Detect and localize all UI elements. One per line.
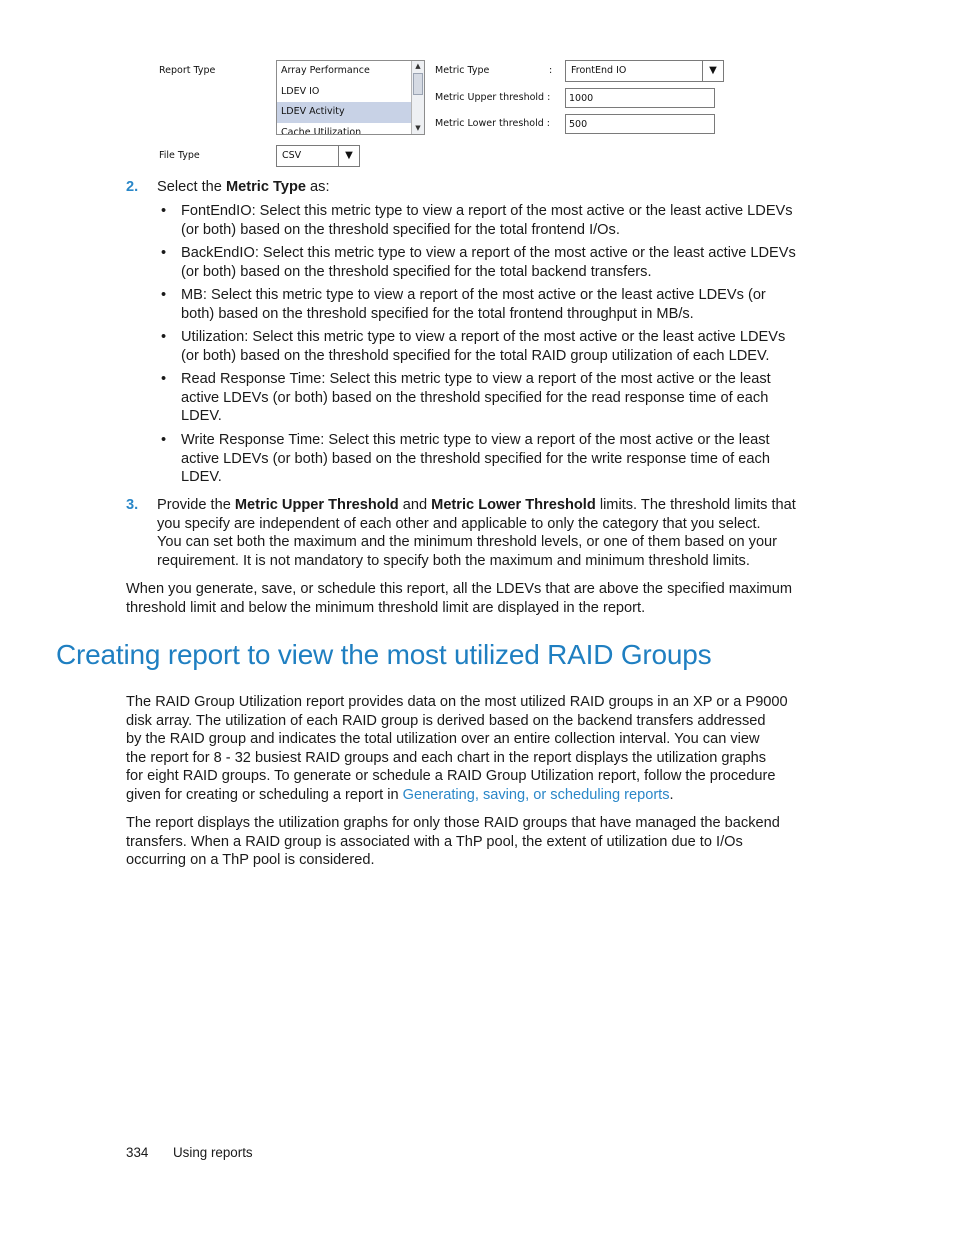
bullet-item bbox=[181, 202, 793, 239]
step-3-line: requirement. It is not mandatory to specify both the maximum and minimum threshold limits. bbox=[157, 552, 750, 569]
note-line: When you generate, save, or schedule this report, all the LDEVs that are above the specified maximum bbox=[126, 581, 792, 597]
bullet-line: active LDEVs (or both) based on the threshold specified for the write response time of each bbox=[181, 450, 770, 467]
bullet-line: LDEV. bbox=[181, 408, 222, 425]
bullet-item bbox=[181, 244, 796, 281]
bullet-icon: • bbox=[161, 432, 167, 448]
note-line: threshold limit and below the minimum threshold limit are displayed in the report. bbox=[126, 599, 646, 616]
bullet-line: Write Response Time: Select this metric type to view a report of the most active or the least bbox=[181, 432, 770, 448]
upper-threshold-input[interactable] bbox=[566, 89, 714, 107]
scroll-thumb[interactable] bbox=[413, 73, 423, 95]
paragraph-line: disk array. The utilization of each RAID group is derived based on the backend transfers addressed bbox=[126, 712, 766, 729]
bullet-line: BackEndIO: Select this metric type to view a report of the most active or the least active LDEVs bbox=[181, 245, 796, 261]
step-number: 3. bbox=[126, 497, 139, 513]
file-type-value: CSV bbox=[282, 150, 302, 161]
step-2-text: Select the Metric Type as: bbox=[157, 179, 330, 195]
bullet-line: Read Response Time: Select this metric type to view a report of the most active or the least bbox=[181, 371, 771, 387]
bullet-line: Utilization: Select this metric type to view a report of the most active or the least active LDEVs bbox=[181, 329, 786, 345]
bullet-line: FontEndIO: Select this metric type to view a report of the most active or the least active LDEVs bbox=[181, 203, 793, 219]
chevron-down-icon[interactable]: ▼ bbox=[702, 61, 723, 81]
metric-type-dropdown[interactable] bbox=[565, 60, 724, 82]
bullet-icon: • bbox=[161, 287, 167, 303]
generating-reports-link[interactable]: Generating, saving, or scheduling reports bbox=[402, 786, 670, 803]
bullet-icon: • bbox=[161, 203, 167, 219]
step-3-line: Provide the Metric Upper Threshold and Metric Lower Threshold limits. The threshold limits that bbox=[157, 497, 796, 513]
file-type-dropdown[interactable] bbox=[276, 145, 360, 167]
paragraph-line: given for creating or scheduling a report in Generating, saving, or scheduling reports. bbox=[126, 786, 674, 803]
metric-type-colon: : bbox=[549, 65, 553, 76]
footer-section-title: Using reports bbox=[173, 1145, 253, 1160]
bullet-item bbox=[181, 328, 785, 365]
section-heading: Creating report to view the most utilized RAID Groups bbox=[56, 639, 712, 670]
report-type-option[interactable]: Array Performance bbox=[281, 65, 370, 76]
lower-threshold-input[interactable] bbox=[566, 115, 714, 133]
paragraph-line: for eight RAID groups. To generate or schedule a RAID Group Utilization report, follow the procedure bbox=[126, 768, 776, 785]
chevron-down-icon[interactable]: ▼ bbox=[338, 146, 359, 166]
step-3-text bbox=[157, 496, 796, 570]
upper-threshold-label: Metric Upper threshold : bbox=[435, 92, 551, 103]
paragraph-line: the report for 8 - 32 busiest RAID groups and each chart in the report displays the utilization graphs bbox=[126, 749, 767, 766]
file-type-label: File Type bbox=[159, 150, 200, 161]
bullet-line: both) based on the threshold specified for the total frontend throughput in MB/s. bbox=[181, 305, 694, 322]
step-number: 2. bbox=[126, 179, 139, 195]
report-type-listbox[interactable] bbox=[276, 60, 425, 135]
intro-paragraph bbox=[126, 693, 788, 805]
paragraph-line: occurring on a ThP pool is considered. bbox=[126, 852, 375, 869]
bullet-line: (or both) based on the threshold specified for the total backend transfers. bbox=[181, 263, 652, 280]
second-paragraph bbox=[126, 814, 780, 870]
paragraph-line: by the RAID group and indicates the total utilization over an entire collection interval. You can view bbox=[126, 731, 760, 748]
page-number: 334 bbox=[126, 1145, 149, 1160]
bullet-line: (or both) based on the threshold specified for the total frontend I/Os. bbox=[181, 221, 620, 238]
scroll-down-icon[interactable]: ▼ bbox=[415, 124, 421, 132]
paragraph-line: The report displays the utilization graphs for only those RAID groups that have managed the backend bbox=[126, 815, 780, 831]
note-paragraph bbox=[126, 580, 792, 617]
step-3-line: you specify are independent of each other and applicable to only the category that you select. bbox=[157, 515, 761, 532]
bullet-line: LDEV. bbox=[181, 469, 222, 486]
metric-type-label: Metric Type bbox=[435, 65, 490, 76]
bullet-item bbox=[181, 370, 771, 426]
report-type-scrollbar[interactable] bbox=[411, 61, 424, 134]
lower-threshold-field[interactable] bbox=[565, 114, 715, 134]
report-type-option[interactable]: LDEV IO bbox=[281, 85, 320, 97]
metric-type-value: FrontEnd IO bbox=[571, 65, 627, 76]
bullet-line: active LDEVs (or both) based on the threshold specified for the read response time of each bbox=[181, 389, 769, 406]
bullet-icon: • bbox=[161, 245, 167, 261]
bullet-item bbox=[181, 431, 770, 487]
step-3-line: You can set both the maximum and the minimum threshold levels, or one of them based on your bbox=[157, 534, 778, 551]
lower-threshold-label: Metric Lower threshold : bbox=[435, 118, 550, 129]
scroll-up-icon[interactable]: ▲ bbox=[415, 62, 421, 70]
paragraph-line: transfers. When a RAID group is associated with a ThP pool, the extent of utilization due to I/Os bbox=[126, 833, 743, 850]
bullet-item bbox=[181, 286, 766, 323]
bullet-line: (or both) based on the threshold specified for the total RAID group utilization of each LDEV. bbox=[181, 347, 770, 364]
report-type-option-selected[interactable]: LDEV Activity bbox=[277, 102, 424, 123]
report-type-label: Report Type bbox=[159, 65, 216, 76]
report-type-option[interactable]: Cache Utilization bbox=[281, 126, 362, 135]
bullet-icon: • bbox=[161, 371, 167, 387]
paragraph-line: The RAID Group Utilization report provides data on the most utilized RAID groups in an XP or a P9000 bbox=[126, 694, 788, 710]
upper-threshold-field[interactable] bbox=[565, 88, 715, 108]
bullet-line: MB: Select this metric type to view a report of the most active or the least active LDEVs (or bbox=[181, 287, 766, 303]
bullet-icon: • bbox=[161, 329, 167, 345]
